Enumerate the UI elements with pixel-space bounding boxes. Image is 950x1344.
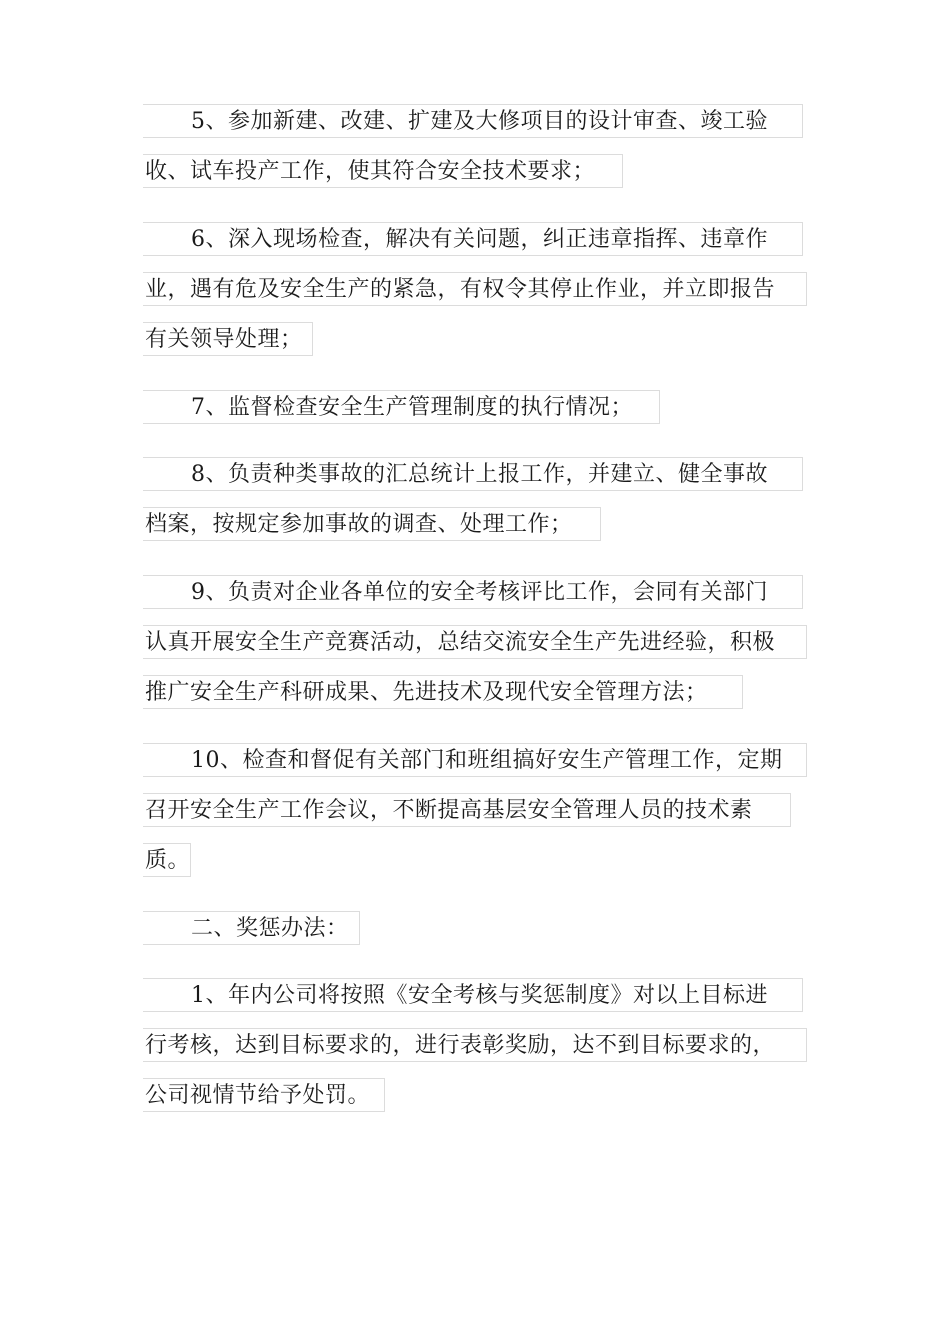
paragraph-line: 有关领导处理；: [143, 322, 313, 356]
paragraph-line: 质。: [143, 843, 191, 877]
paragraph-line: 业，遇有危及安全生产的紧急，有权令其停止作业，并立即报告: [143, 272, 807, 306]
paragraph-item-5: [143, 104, 803, 204]
paragraph-item-7: [143, 390, 660, 440]
paragraph-line: 6、深入现场检查，解决有关问题，纠正违章指挥、违章作: [143, 222, 803, 256]
paragraph-line: 档案，按规定参加事故的调查、处理工作；: [143, 507, 601, 541]
paragraph-line: 10、检查和督促有关部门和班组搞好安生产管理工作，定期: [143, 743, 807, 777]
paragraph-line: 5、参加新建、改建、扩建及大修项目的设计审查、竣工验: [143, 104, 803, 138]
section-heading-rewards: [143, 911, 360, 961]
paragraph-item-10: [143, 743, 807, 893]
paragraph-reward-item-1: [143, 978, 807, 1128]
paragraph-line: 认真开展安全生产竞赛活动，总结交流安全生产先进经验，积极: [143, 625, 807, 659]
paragraph-line: 7、监督检查安全生产管理制度的执行情况；: [143, 390, 660, 424]
paragraph-line: 推广安全生产科研成果、先进技术及现代安全管理方法；: [143, 675, 743, 709]
paragraph-line: 收、试车投产工作，使其符合安全技术要求；: [143, 154, 623, 188]
paragraph-item-9: [143, 575, 807, 725]
paragraph-line: 1、年内公司将按照《安全考核与奖惩制度》对以上目标进: [143, 978, 803, 1012]
paragraph-line: 公司视情节给予处罚。: [143, 1078, 385, 1112]
paragraph-item-6: [143, 222, 807, 372]
paragraph-line: 二、奖惩办法：: [143, 911, 360, 945]
paragraph-line: 9、负责对企业各单位的安全考核评比工作，会同有关部门: [143, 575, 803, 609]
paragraph-item-8: [143, 457, 803, 557]
paragraph-line: 8、负责种类事故的汇总统计上报工作，并建立、健全事故: [143, 457, 803, 491]
paragraph-line: 行考核，达到目标要求的，进行表彰奖励，达不到目标要求的，: [143, 1028, 807, 1062]
paragraph-line: 召开安全生产工作会议，不断提高基层安全管理人员的技术素: [143, 793, 791, 827]
